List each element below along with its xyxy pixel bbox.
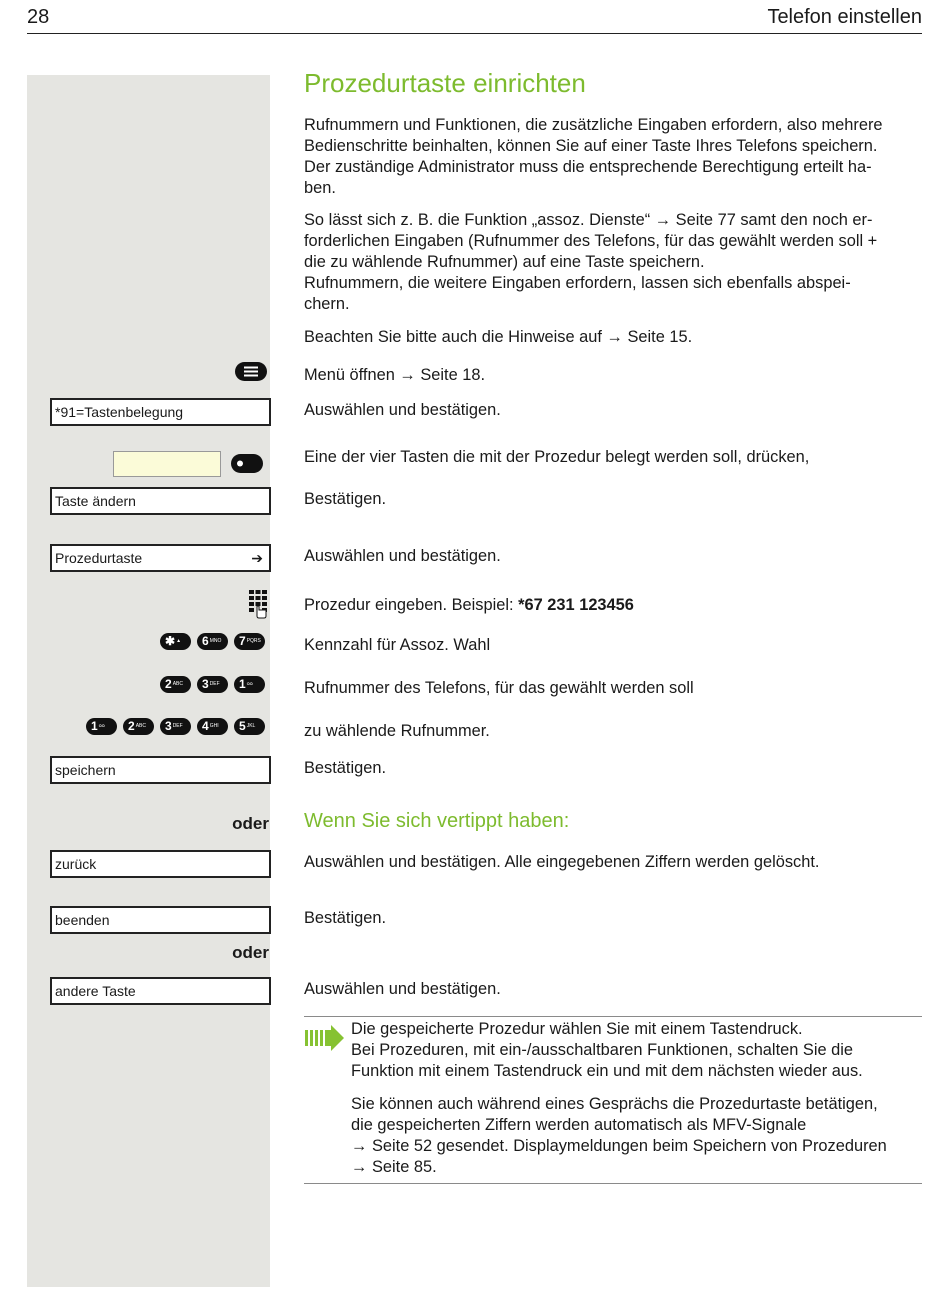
display-item-speichern[interactable]: speichern [50,756,271,784]
step-code: Kennzahl für Assoz. Wahl [304,636,491,654]
page-number: 28 [27,6,50,28]
display-item-zurueck[interactable]: zurück [50,850,271,878]
digit-3-key: 3DEF [197,676,228,693]
chapter-title: Telefon einstellen [767,6,922,28]
step-select-tastenbelegung: Auswählen und bestätigen. [304,401,501,419]
or-label: oder [232,943,269,962]
note-bottom-rule [304,1183,922,1184]
or-label: oder [232,814,269,833]
intro-paragraph-1: Rufnummern und Funktionen, die zusätzliche Eingaben erfordern, also mehrere Bedienschritte beinhalten, können Sie auf einer Taste Ihres Telefons speichern. Der zuständige Administrator muss die entsprechende Berechtigung erteilt ha- ben. [304,116,883,197]
digit-5-key: 5JKL [234,718,265,735]
digit-1-key: 1ᴑᴑ [234,676,265,693]
arrow-right-icon: ➔ [251,550,263,566]
section-heading: Prozedurtaste einrichten [304,68,586,98]
step-press-key: Eine der vier Tasten die mit der Prozedur belegt werden soll, drücken, [304,448,810,466]
display-item-prozedurtaste[interactable]: Prozedurtaste ➔ [50,544,271,572]
step-end: Bestätigen. [304,909,387,927]
step-phone-number: Rufnummer des Telefons, für das gewählt werden soll [304,679,694,697]
digit-2-key: 2ABC [123,718,154,735]
step-back: Auswählen und bestätigen. Alle eingegebenen Ziffern werden gelöscht. [304,853,820,871]
green-arrow-note-icon [305,1024,345,1052]
step-confirm-2: Bestätigen. [304,759,387,777]
digit-2-key: 2ABC [160,676,191,693]
note-paragraph-2: Sie können auch während eines Gesprächs die Prozedurtaste betätigen, die gespeicherten Ziffern werden automatisch als MFV-Signale → Seite 52 gesendet. Displaymeldungen beim Speichern von Prozeduren → Seite 85. [351,1095,887,1176]
step-enter-procedure: Prozedur eingeben. Beispiel: *67 231 123456 [304,596,634,614]
display-item-taste-aendern[interactable]: Taste ändern [50,487,271,515]
digit-6-key: 6MNO [197,633,228,650]
step-other-key: Auswählen und bestätigen. [304,980,501,998]
key-field-indicator [113,451,221,477]
digit-3-key: 3DEF [160,718,191,735]
digit-1-key: 1ᴑᴑ [86,718,117,735]
menu-key-icon [235,362,267,381]
intro-paragraph-3: Beachten Sie bitte auch die Hinweise auf → Seite 15. [304,328,693,346]
header-rule [27,33,922,34]
star-key: ✱▲ [160,633,191,650]
note-top-rule [304,1016,922,1017]
display-item-tastenbelegung[interactable]: *91=Tastenbelegung [50,398,271,426]
keypad-icon [248,589,268,619]
subheading-mistake: Wenn Sie sich vertippt haben: [304,810,570,832]
step-confirm-1: Bestätigen. [304,490,387,508]
toggle-key-icon [231,454,263,473]
display-item-andere-taste[interactable]: andere Taste [50,977,271,1005]
display-item-beenden[interactable]: beenden [50,906,271,934]
step-select-prozedurtaste: Auswählen und bestätigen. [304,547,501,565]
example-code: *67 231 123456 [518,596,634,614]
note-paragraph-1: Die gespeicherte Prozedur wählen Sie mit einem Tastendruck. Bei Prozeduren, mit ein-/ausschaltbaren Funktionen, schalten Sie die Funktion mit einem Tastendruck ein und mit dem nächsten wieder aus. [351,1020,863,1080]
step-target-number: zu wählende Rufnummer. [304,722,490,740]
digit-4-key: 4GHI [197,718,228,735]
intro-paragraph-2: So lässt sich z. B. die Funktion „assoz. Dienste“ → Seite 77 samt den noch er- forderlichen Eingaben (Rufnummer des Telefons, für das gewählt werden soll + die zu wählende Rufnummer) auf eine Taste speichern. Rufnummern, die weitere Eingaben erfordern, lassen sich ebenfalls abspei- chern. [304,211,878,313]
digit-7-key: 7PQRS [234,633,265,650]
step-open-menu: Menü öffnen → Seite 18. [304,366,486,384]
